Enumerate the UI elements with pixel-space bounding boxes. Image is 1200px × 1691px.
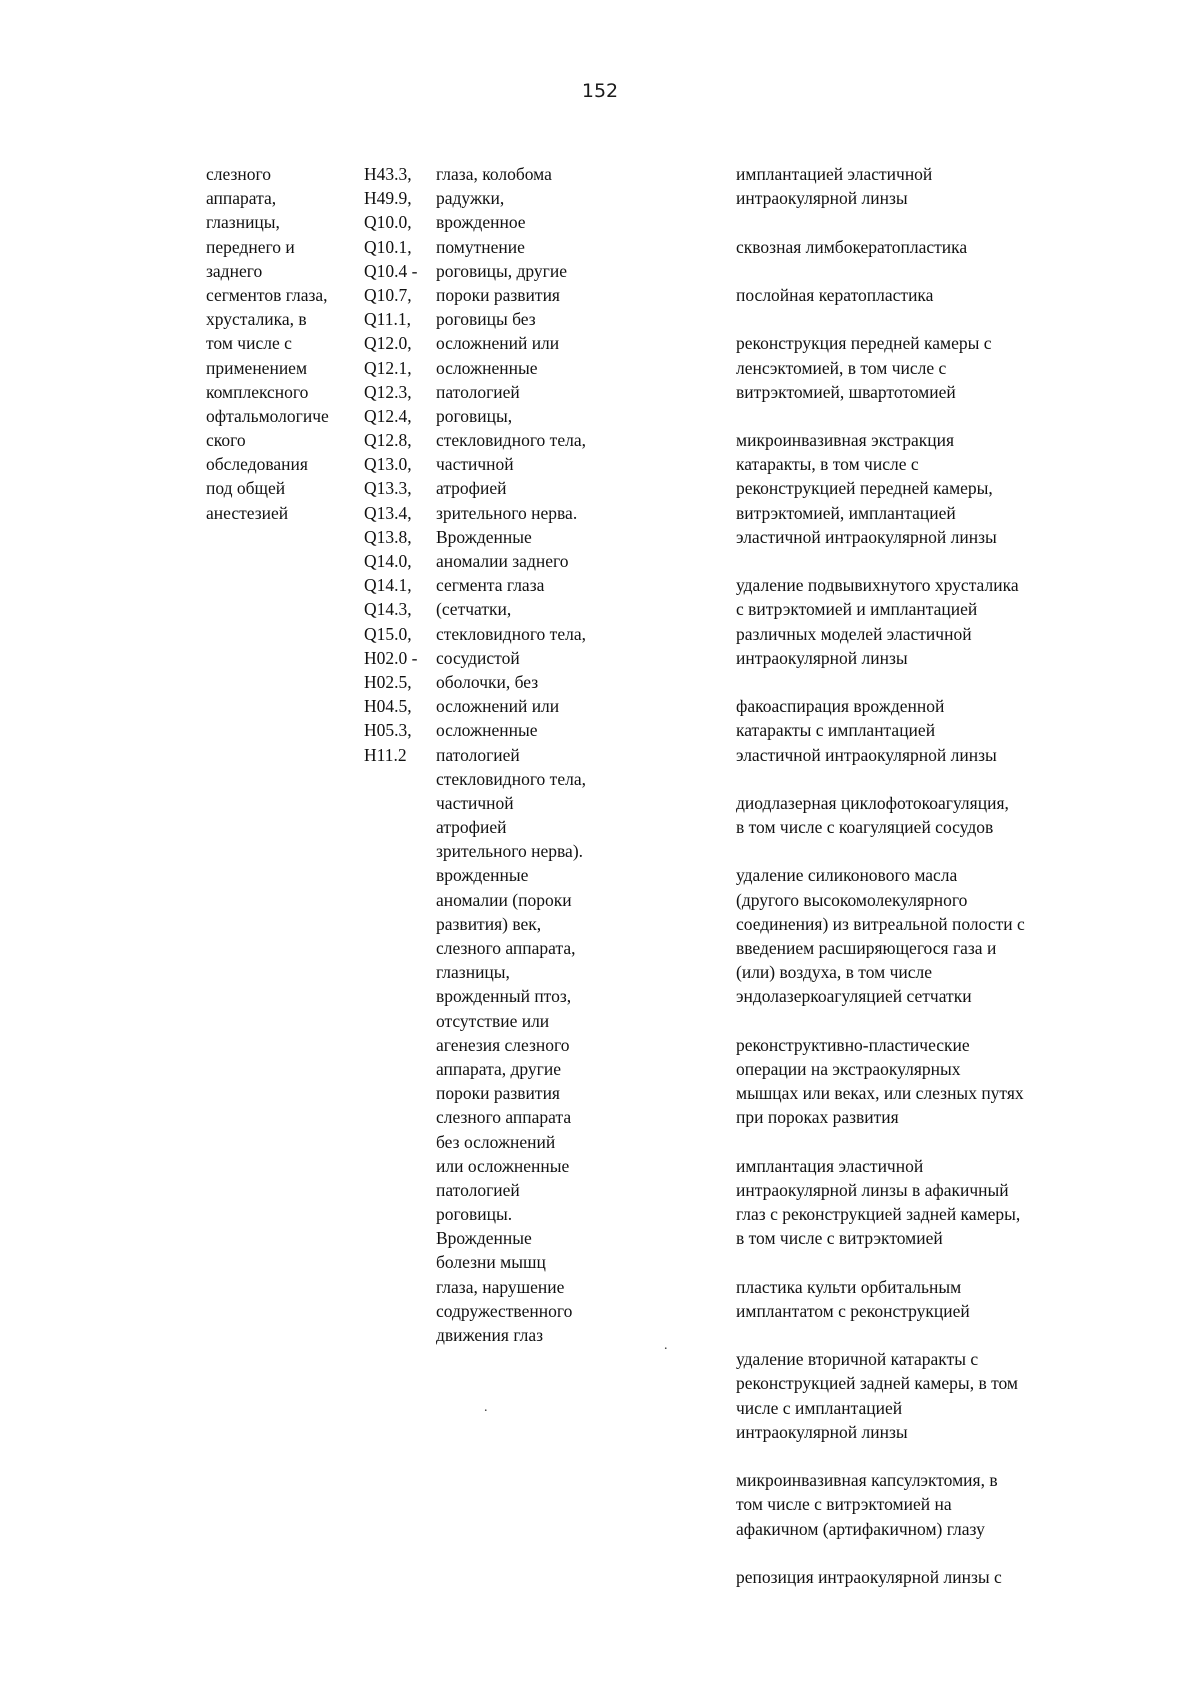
patient-model-line: стекловидного тела, <box>436 430 586 451</box>
treatment-line <box>736 549 1025 573</box>
patient-model-line: пороки развития <box>436 284 560 305</box>
patient-model-line: осложнений или <box>436 696 560 717</box>
treatment-line: в том числе с витрэктомией <box>736 1228 943 1249</box>
patient-model-line: зрительного нерва). <box>436 841 584 862</box>
patient-model-line: отсутствие или <box>436 1010 550 1031</box>
treatment-line: пластика культи орбитальным <box>736 1276 962 1297</box>
icd-code: Q12.3, <box>364 381 412 402</box>
icd-code: H11.2 <box>364 744 407 765</box>
treatment-line: послойная кератопластика <box>736 284 934 305</box>
patient-model-line: стекловидного тела, <box>436 768 586 789</box>
treatment-line: репозиция интраокулярной линзы с <box>736 1566 1002 1587</box>
patient-model-line: без осложнений <box>436 1131 556 1152</box>
treatment-line <box>736 307 1025 331</box>
patient-model-line: сосудистой <box>436 647 520 668</box>
icd-code: Q13.4, <box>364 502 412 523</box>
patient-model-line: развития) век, <box>436 913 542 934</box>
treatment-line <box>736 1323 1025 1347</box>
diagnosis-line: сегментов глаза, <box>206 284 328 305</box>
patient-model-line: аномалии (пороки <box>436 889 572 910</box>
icd-code: H02.0 - <box>364 647 418 668</box>
treatment-line: имплантацией эластичной <box>736 164 933 184</box>
patient-model-line: радужки, <box>436 188 505 209</box>
diagnosis-column <box>206 162 329 525</box>
diagnosis-line: том числе с <box>206 333 292 354</box>
treatment-line: числе с имплантацией <box>736 1397 903 1418</box>
patient-model-line: частичной <box>436 454 514 475</box>
patient-model-line: врожденные <box>436 865 529 886</box>
patient-model-line: болезни мышц <box>436 1252 546 1273</box>
diagnosis-line: ского <box>206 430 246 451</box>
diagnosis-line: слезного <box>206 164 272 184</box>
scan-speck: . <box>664 1338 668 1353</box>
patient-model-line: агенезия слезного <box>436 1034 570 1055</box>
treatment-line: факоаспирация врожденной <box>736 696 945 717</box>
patient-model-column <box>436 162 586 1347</box>
icd-code: Q10.0, <box>364 212 412 233</box>
patient-model-line: роговицы. <box>436 1204 513 1225</box>
patient-model-line: патологией <box>436 381 520 402</box>
patient-model-line: помутнение <box>436 236 525 257</box>
treatment-line <box>736 839 1025 863</box>
patient-model-line: сегмента глаза <box>436 575 545 596</box>
treatment-line <box>736 1250 1025 1274</box>
icd-code: Q11.1, <box>364 309 411 330</box>
icd-code: Q13.8, <box>364 526 412 547</box>
icd-code: Q14.3, <box>364 599 412 620</box>
icd-code: Q15.0, <box>364 623 412 644</box>
treatment-line: эластичной интраокулярной линзы <box>736 744 997 765</box>
treatment-line: операции на экстраокулярных <box>736 1058 961 1079</box>
diagnosis-line: под общей <box>206 478 286 499</box>
treatment-line: афакичном (артифакичном) глазу <box>736 1518 985 1539</box>
treatment-line: ленсэктомией, в том числе с <box>736 357 947 378</box>
icd-code: H05.3, <box>364 720 412 741</box>
treatment-line: удаление подвывихнутого хрусталика <box>736 575 1019 596</box>
patient-model-line: зрительного нерва. <box>436 502 578 523</box>
diagnosis-line: анестезией <box>206 502 289 523</box>
patient-model-line: Врожденные <box>436 1228 532 1249</box>
treatment-line: реконструкция передней камеры с <box>736 333 992 354</box>
patient-model-line: врожденный птоз, <box>436 986 572 1007</box>
diagnosis-line: переднего и <box>206 236 295 257</box>
page-number: 152 <box>581 80 619 102</box>
treatment-line: микроинвазивная экстракция <box>736 430 955 451</box>
treatment-line: имплантатом с реконструкцией <box>736 1300 970 1321</box>
patient-model-line: стекловидного тела, <box>436 623 586 644</box>
treatment-line: эластичной интраокулярной линзы <box>736 526 997 547</box>
treatment-line: катаракты, в том числе с <box>736 454 919 475</box>
patient-model-line: движения глаз <box>436 1325 544 1345</box>
diagnosis-line: обследования <box>206 454 308 475</box>
diagnosis-line: хрусталика, в <box>206 309 307 330</box>
patient-model-line: пороки развития <box>436 1083 560 1104</box>
icd-code: Q12.1, <box>364 357 412 378</box>
icd-code: H04.5, <box>364 696 412 717</box>
diagnosis-line: комплексного <box>206 381 309 402</box>
treatment-line <box>736 259 1025 283</box>
diagnosis-line: применением <box>206 357 308 378</box>
patient-model-line: Врожденные <box>436 526 532 547</box>
icd-code: H43.3, <box>364 164 412 184</box>
treatment-line: глаз с реконструкцией задней камеры, <box>736 1204 1021 1225</box>
treatment-line <box>736 1541 1025 1565</box>
codes-column <box>364 162 417 767</box>
patient-model-line: или осложненные <box>436 1155 570 1176</box>
icd-code: Q12.4, <box>364 405 412 426</box>
patient-model-line: глаза, нарушение <box>436 1276 565 1297</box>
icd-code: Q13.0, <box>364 454 412 475</box>
patient-model-line: атрофией <box>436 478 507 499</box>
patient-model-line: роговицы без <box>436 309 536 330</box>
icd-code: Q10.7, <box>364 284 412 305</box>
patient-model-line: осложненные <box>436 720 538 741</box>
patient-model-line: глаза, колобома <box>436 164 552 184</box>
treatment-line: реконструкцией передней камеры, <box>736 478 993 499</box>
treatment-line: с витрэктомией и имплантацией <box>736 599 978 620</box>
patient-model-line: осложнений или <box>436 333 560 354</box>
patient-model-line: атрофией <box>436 817 507 838</box>
treatment-line: имплантация эластичной <box>736 1155 924 1176</box>
treatment-line <box>736 1444 1025 1468</box>
patient-model-line: роговицы, <box>436 405 513 426</box>
patient-model-line: патологией <box>436 744 520 765</box>
treatment-line: том числе с витрэктомией на <box>736 1494 952 1515</box>
icd-code: Q12.8, <box>364 430 412 451</box>
diagnosis-line: заднего <box>206 260 263 281</box>
treatment-line: интраокулярной линзы <box>736 188 908 209</box>
treatment-line: (или) воздуха, в том числе <box>736 962 933 983</box>
diagnosis-line: офтальмологиче <box>206 405 329 426</box>
treatment-line: сквозная лимбокератопластика <box>736 236 968 257</box>
icd-code: H02.5, <box>364 671 412 692</box>
treatment-line <box>736 767 1025 791</box>
treatment-line: мышцах или веках, или слезных путях <box>736 1083 1024 1104</box>
treatment-line: в том числе с коагуляцией сосудов <box>736 817 994 838</box>
icd-code: Q12.0, <box>364 333 412 354</box>
patient-model-line: осложненные <box>436 357 538 378</box>
treatment-line <box>736 1009 1025 1033</box>
treatment-line: интраокулярной линзы <box>736 647 908 668</box>
patient-model-line: глазницы, <box>436 962 510 983</box>
treatment-line: диодлазерная циклофотокоагуляция, <box>736 792 1009 813</box>
patient-model-line: слезного аппарата <box>436 1107 572 1128</box>
treatment-line: (другого высокомолекулярного <box>736 889 968 910</box>
treatment-line: различных моделей эластичной <box>736 623 972 644</box>
treatment-line <box>736 210 1025 234</box>
icd-code: Q13.3, <box>364 478 412 499</box>
treatment-line: интраокулярной линзы в афакичный <box>736 1179 1009 1200</box>
treatment-line <box>736 670 1025 694</box>
patient-model-line: аппарата, другие <box>436 1058 561 1079</box>
patient-model-line: частичной <box>436 792 514 813</box>
treatment-line: реконструкцией задней камеры, в том <box>736 1373 1018 1394</box>
patient-model-line: врожденное <box>436 212 526 233</box>
treatment-line: удаление вторичной катаракты с <box>736 1349 979 1370</box>
treatment-line: витрэктомией, швартотомией <box>736 381 956 402</box>
patient-model-line: оболочки, без <box>436 671 539 692</box>
treatment-line: эндолазеркоагуляцией сетчатки <box>736 986 972 1007</box>
icd-code: Q10.1, <box>364 236 412 257</box>
treatment-line: интраокулярной линзы <box>736 1421 908 1442</box>
icd-code: H49.9, <box>364 188 412 209</box>
icd-code: Q14.1, <box>364 575 412 596</box>
icd-code: Q10.4 - <box>364 260 418 281</box>
diagnosis-line: глазницы, <box>206 212 280 233</box>
treatment-line: соединения) из витреальной полости с <box>736 913 1025 934</box>
patient-model-line: роговицы, другие <box>436 260 567 281</box>
patient-model-line: слезного аппарата, <box>436 938 576 958</box>
treatment-column <box>736 162 1025 1589</box>
patient-model-line: содружественного <box>436 1300 573 1321</box>
treatment-line: при пороках развития <box>736 1107 899 1128</box>
diagnosis-line: аппарата, <box>206 188 277 209</box>
patient-model-line: аномалии заднего <box>436 551 569 571</box>
patient-model-line: патологией <box>436 1179 520 1200</box>
treatment-line: удаление силиконового масла <box>736 865 958 886</box>
treatment-line: микроинвазивная капсулэктомия, в <box>736 1470 998 1491</box>
patient-model-line: (сетчатки, <box>436 599 512 620</box>
treatment-line: катаракты с имплантацией <box>736 720 936 741</box>
treatment-line: введением расширяющегося газа и <box>736 938 997 958</box>
scan-speck: . <box>484 1400 488 1415</box>
icd-code: Q14.0, <box>364 551 412 571</box>
treatment-line: витрэктомией, имплантацией <box>736 502 956 523</box>
treatment-line <box>736 1130 1025 1154</box>
treatment-line: реконструктивно-пластические <box>736 1034 970 1055</box>
treatment-line <box>736 404 1025 428</box>
